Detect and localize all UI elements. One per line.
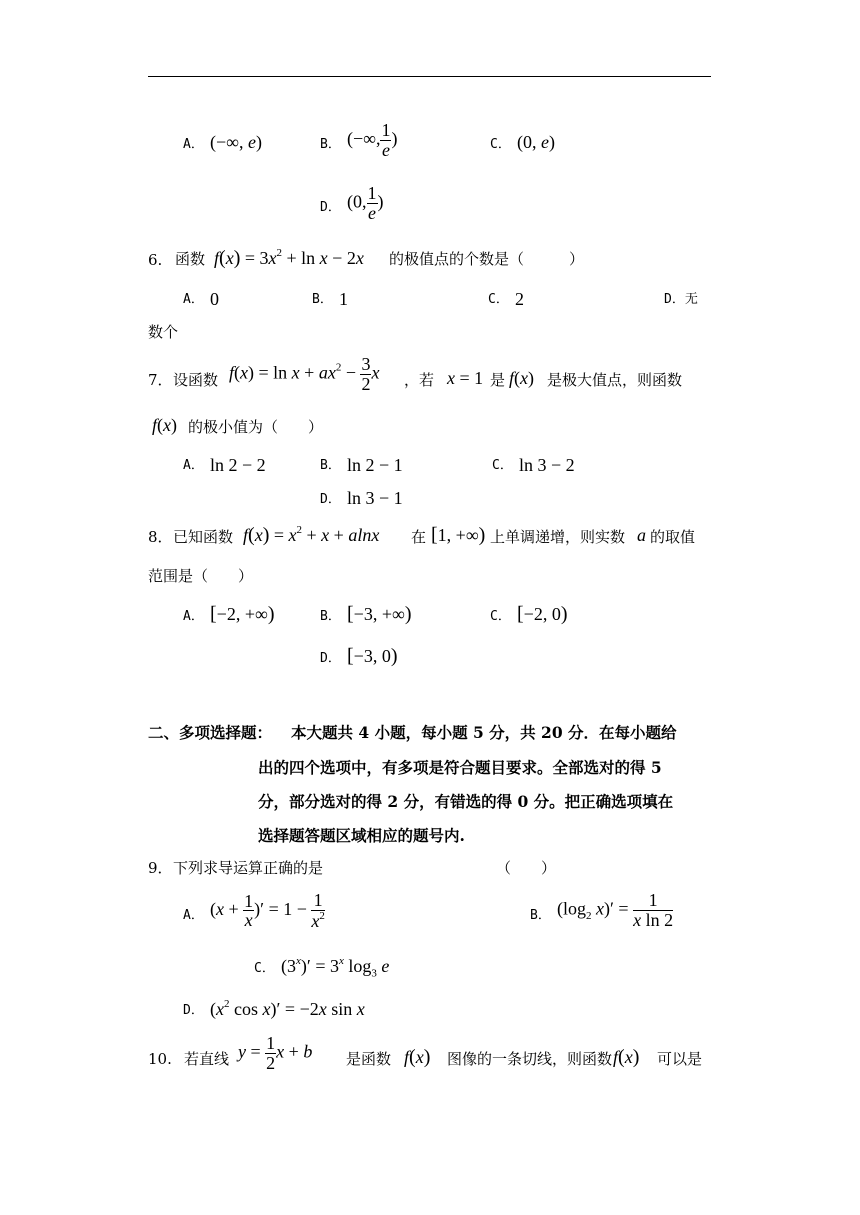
section-2-text-line4: 选择题答题区域相应的题号内. bbox=[258, 826, 465, 845]
q6-formula: $f(x) = 3x^2 + \ln x - 2x$ bbox=[214, 247, 364, 269]
q9-option-c-value: $(3^x)' = 3^x$ $\log_3 e$ bbox=[281, 955, 390, 980]
q9-option-d-value: ($x^2$ cos x)′ = −2x sin x bbox=[210, 998, 365, 1019]
q5-option-c-value: (0, e) bbox=[517, 132, 555, 152]
q6-lead: 函数 bbox=[175, 250, 206, 268]
q5-option-a-value: (−∞, e) bbox=[210, 132, 262, 152]
q10-tail: 可以是 bbox=[657, 1050, 703, 1068]
q7-option-c-value: ln 3 − 2 bbox=[519, 455, 575, 475]
q9-option-b-label: B． bbox=[530, 908, 551, 923]
q9-option-c-label: C． bbox=[254, 961, 275, 976]
q8-option-d-value: [−3, 0) bbox=[347, 645, 398, 667]
q6-option-a-label: A． bbox=[183, 292, 204, 307]
q10-mid2: 图像的一条切线，则函数 bbox=[447, 1050, 613, 1068]
q8-tail2: 的取值 bbox=[650, 528, 696, 546]
q7-number: 7． bbox=[148, 371, 173, 389]
q8-option-a-label: A． bbox=[183, 609, 204, 624]
q7-function: f(x) bbox=[509, 368, 535, 388]
q9-option-a-value: (x + $\frac{1}{x}$ )′ = 1 − $\frac{1}{x^2}$ bbox=[210, 890, 325, 931]
q5-option-a-label: A． bbox=[183, 137, 204, 152]
q5-option-c-label: C． bbox=[490, 137, 511, 152]
q6-option-b-value: 1 bbox=[339, 289, 348, 309]
q10-function-2: f(x) bbox=[613, 1046, 640, 1068]
q8-option-d-label: D． bbox=[320, 651, 341, 666]
q6-option-b-label: B． bbox=[312, 292, 333, 307]
q9-option-d-label: D． bbox=[183, 1003, 204, 1018]
q8-option-b-value: [−3, +∞) bbox=[347, 603, 412, 625]
q10-function-1: f(x) bbox=[404, 1046, 431, 1068]
q9-option-a-label: A． bbox=[183, 908, 204, 923]
q6-tail: 的极值点的个数是（ ） bbox=[389, 250, 585, 268]
q8-tail: 上单调递增，则实数 bbox=[490, 528, 626, 546]
q7-lead: 设函数 bbox=[173, 371, 219, 389]
q8-number: 8． bbox=[148, 528, 173, 546]
q5-option-d-value: (0, $\frac{1}{e}$ ) bbox=[347, 183, 384, 223]
q7-option-c-label: C． bbox=[492, 458, 513, 473]
q9-number: 9． bbox=[148, 859, 173, 877]
section-2-text-line1: 本大题共 4 小题，每小题 5 分，共 20 分．在每小题给 bbox=[291, 723, 677, 742]
q9-option-b-value: ($\log_2$ x)′ = $\frac{1}{\text{x ln 2}}$ bbox=[557, 890, 674, 930]
q7-condition: x = 1 bbox=[447, 368, 484, 388]
q7-option-b-label: B． bbox=[320, 458, 341, 473]
q6-option-a-value: 0 bbox=[210, 289, 219, 309]
q8-option-c-label: C． bbox=[490, 609, 511, 624]
q7-mid: ，若 bbox=[404, 371, 435, 389]
q8-option-c-value: [−2, 0) bbox=[517, 603, 568, 625]
q7-tail: 是极大值点，则函数 bbox=[547, 371, 683, 389]
q8-option-a-value: [−2, +∞) bbox=[210, 603, 275, 625]
q9-paren: （ ） bbox=[496, 859, 557, 877]
q7-option-d-label: D． bbox=[320, 492, 341, 507]
q10-number: 10. bbox=[148, 1050, 172, 1068]
q8-param: a bbox=[637, 525, 646, 545]
q6-option-c-value: 2 bbox=[515, 289, 524, 309]
section-2-heading: 二、多项选择题： bbox=[148, 723, 273, 742]
section-2-text-line3: 分，部分选对的得 2 分，有错选的得 0 分。把正确选项填在 bbox=[258, 792, 674, 811]
q6-number: 6. bbox=[148, 251, 163, 269]
q8-option-b-label: B． bbox=[320, 609, 341, 624]
section-2-text-line2: 出的四个选项中，有多项是符合题目要求。全部选对的得 5 bbox=[258, 758, 662, 777]
q7-line2-tail: 的极小值为（ ） bbox=[188, 418, 324, 436]
q7-line2-function: f(x) bbox=[152, 415, 178, 435]
q7-option-a-label: A． bbox=[183, 458, 204, 473]
header-rule bbox=[148, 76, 711, 77]
q8-formula: $f(x) = x^2 + x + alnx$ bbox=[243, 524, 380, 546]
q10-line-equation: y = $\frac{1}{2}$ x + b bbox=[238, 1033, 313, 1073]
q5-option-d-label: D． bbox=[320, 200, 341, 215]
q6-option-c-label: C． bbox=[488, 292, 509, 307]
q7-mid2: 是 bbox=[490, 371, 506, 389]
q7-option-a-value: ln 2 − 2 bbox=[210, 455, 266, 475]
q6-option-d-continued: 数个 bbox=[148, 323, 179, 341]
q5-option-b-value: (−∞, $\frac{1}{e}$ ) bbox=[347, 120, 398, 160]
q10-mid: 是函数 bbox=[346, 1050, 392, 1068]
q7-formula: $f(x) = \ln x + ax^2$ − $\frac{3}{2}$ x bbox=[229, 354, 380, 394]
q9-lead: 下列求导运算正确的是 bbox=[173, 859, 324, 877]
q10-lead: 若直线 bbox=[184, 1050, 230, 1068]
q8-lead: 已知函数 bbox=[173, 528, 234, 546]
q7-option-b-value: ln 2 − 1 bbox=[347, 455, 403, 475]
q5-option-b-label: B． bbox=[320, 137, 341, 152]
q8-mid: 在 bbox=[411, 528, 427, 546]
q8-interval: [1, +∞) bbox=[431, 524, 486, 546]
q6-option-d-label: D．无 bbox=[664, 292, 698, 307]
q7-option-d-value: ln 3 − 1 bbox=[347, 488, 403, 508]
q8-line2: 范围是（ ） bbox=[148, 567, 254, 585]
